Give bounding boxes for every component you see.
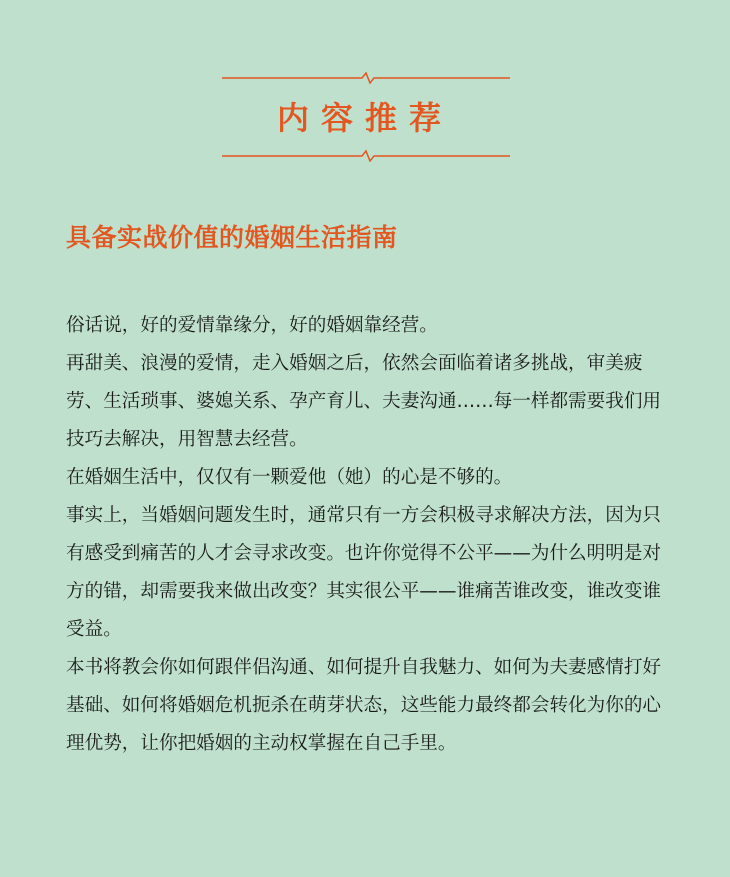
paragraph: 俗话说，好的爱情靠缘分，好的婚姻靠经营。	[66, 315, 438, 336]
paragraph: 本书将教会你如何跟伴侣沟通、如何提升自我魅力、如何为夫妻感情打好基础、如何将婚姻危机扼杀在萌芽状态，这些能力最终都会转化为你的心理优势，让你把婚姻的主动权掌握在自己手里。	[66, 657, 662, 754]
section-heading: 内容推荐	[276, 99, 453, 137]
paragraph: 事实上，当婚姻问题发生时，通常只有一方会积极寻求解决方法，因为只有感受到痛苦的人才会寻求改变。也许你觉得不公平——为什么明明是对方的错，却需要我来做出改变？其实很公平——谁痛苦谁改变，谁改变谁受益。	[66, 505, 662, 640]
paragraph: 在婚姻生活中，仅仅有一颗爱他（她）的心是不够的。	[66, 467, 513, 488]
book-subtitle: 具备实战价值的婚姻生活指南	[66, 223, 398, 252]
description-body	[66, 307, 670, 763]
paragraph: 再甜美、浪漫的爱情，走入婚姻之后，依然会面临着诸多挑战，审美疲劳、生活琐事、婆媳关系、孕产育儿、夫妻沟通……每一样都需要我们用技巧去解决，用智慧去经营。	[66, 353, 662, 450]
